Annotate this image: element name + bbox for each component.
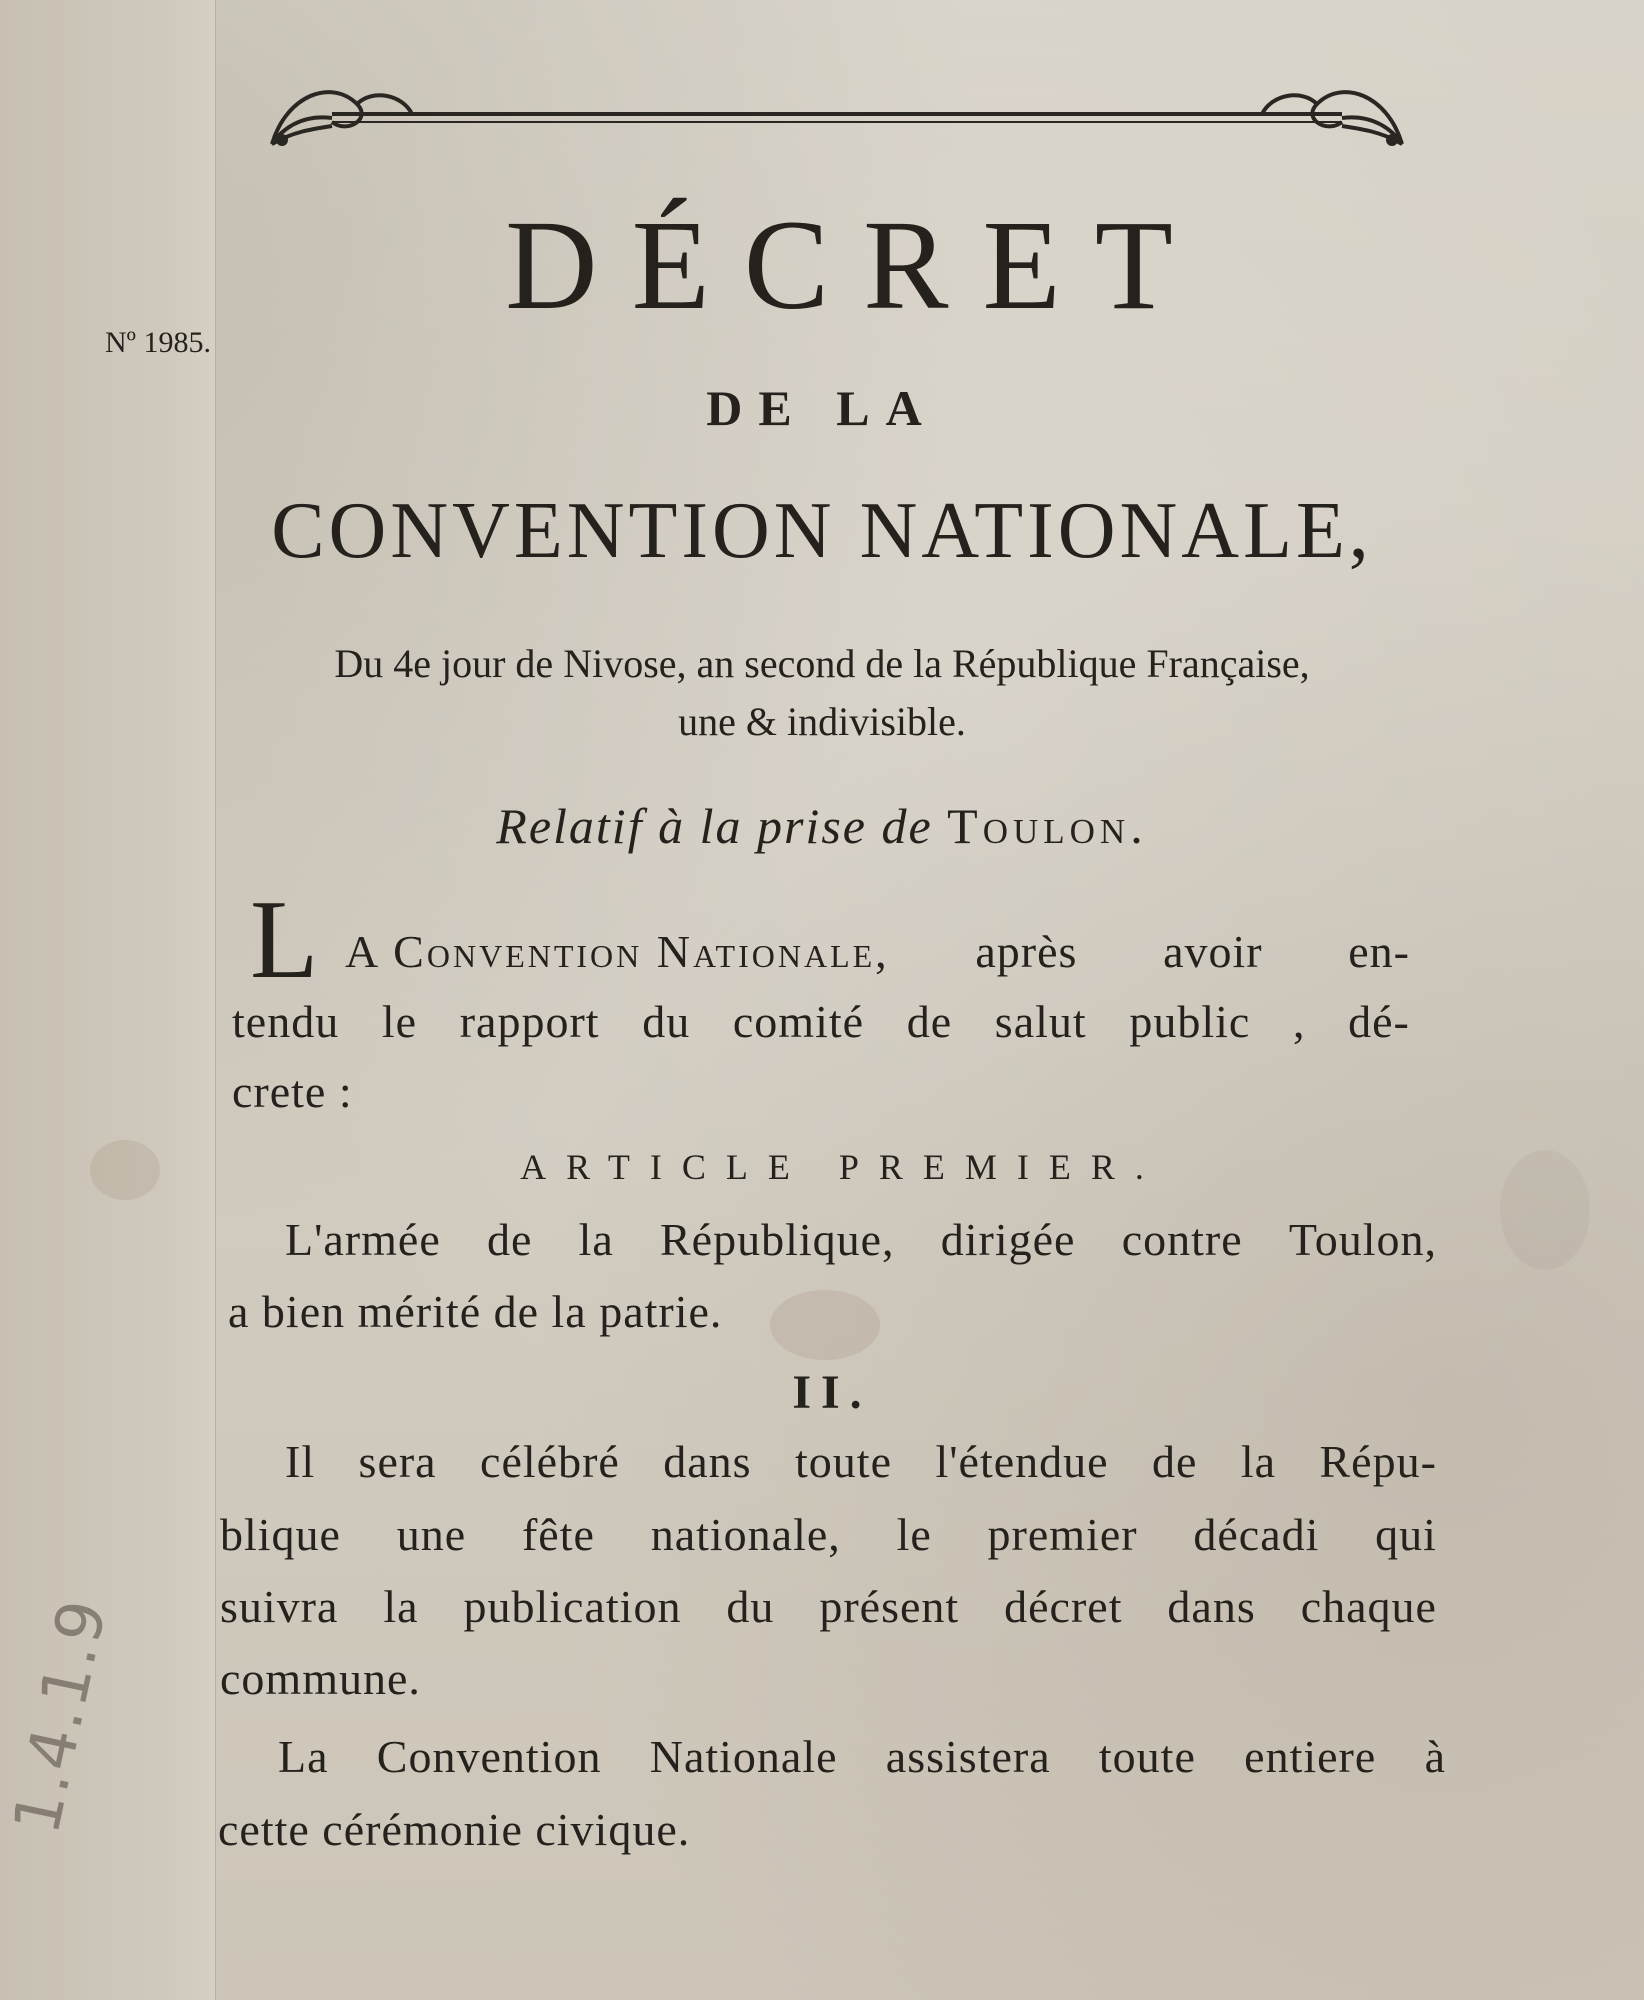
word: L'armée <box>285 1214 441 1265</box>
word: de <box>1152 1436 1198 1487</box>
word: la <box>1240 1436 1277 1487</box>
article-1-line-2: a bien mérité de la patrie. <box>228 1286 723 1337</box>
word: Répu- <box>1319 1436 1437 1487</box>
word: dans <box>663 1436 752 1487</box>
word: de <box>906 996 953 1047</box>
decorative-header-ornament <box>262 74 1412 164</box>
title-connector: DE LA <box>706 380 938 436</box>
word: A Convention Nationale, <box>345 926 890 977</box>
word: contre <box>1121 1214 1243 1265</box>
word: la <box>383 1581 419 1632</box>
drop-cap: L <box>250 878 319 1002</box>
word: Nationale <box>649 1731 838 1782</box>
word: rapport <box>459 996 600 1047</box>
word: dans <box>1167 1581 1256 1632</box>
article-2-heading: II. <box>792 1366 872 1419</box>
word: avoir <box>1163 926 1263 977</box>
word: salut <box>994 996 1087 1047</box>
article-2-line-3 <box>220 1580 1437 1634</box>
word: premier <box>987 1509 1138 1560</box>
preamble-line-2 <box>232 995 1410 1049</box>
date-line-2: une & indivisible. <box>678 699 966 744</box>
word: l'étendue <box>935 1436 1109 1487</box>
word: , <box>1292 996 1306 1047</box>
word: entiere <box>1244 1731 1377 1782</box>
word: dé- <box>1348 996 1410 1047</box>
word: le <box>381 996 418 1047</box>
decree-number: Nº 1985. <box>105 326 211 359</box>
word: toute <box>1098 1731 1196 1782</box>
article-2-line-4: commune. <box>220 1653 421 1704</box>
article-2-line-1 <box>285 1435 1437 1489</box>
word: décadi <box>1193 1509 1320 1560</box>
word: en- <box>1348 926 1410 977</box>
word: tendu <box>232 996 340 1047</box>
preamble-line-1 <box>345 925 1410 979</box>
word: décret <box>1004 1581 1123 1632</box>
word: publication <box>463 1581 682 1632</box>
word: République, <box>659 1214 895 1265</box>
article-1-heading: ARTICLE PREMIER. <box>520 1147 1164 1187</box>
word: public <box>1129 996 1251 1047</box>
closing-line-2: cette cérémonie civique. <box>218 1804 691 1855</box>
pencil-annotation: 1.4.1.9 <box>0 1592 122 1841</box>
word: de <box>486 1214 533 1265</box>
word: Convention <box>376 1731 602 1782</box>
paper-stain <box>770 1290 880 1360</box>
word: présent <box>819 1581 960 1632</box>
issuing-body: CONVENTION NATIONALE, <box>271 487 1373 575</box>
word: Toulon, <box>1288 1214 1437 1265</box>
closing-line-1 <box>278 1730 1446 1784</box>
word: la <box>578 1214 614 1265</box>
subject-text: Relatif à la prise de <box>496 798 933 854</box>
word: qui <box>1375 1509 1437 1560</box>
word: suivra <box>220 1581 339 1632</box>
decree-subject <box>0 796 1644 856</box>
subject-city: Toulon. <box>947 798 1148 854</box>
page-title: DÉCRET <box>505 194 1207 336</box>
article-2-line-2 <box>220 1508 1437 1562</box>
preamble-line-3: crete : <box>232 1066 353 1117</box>
word: du <box>642 996 691 1047</box>
article-1-line-1 <box>285 1213 1437 1267</box>
word: célébré <box>480 1436 620 1487</box>
word: comité <box>732 996 865 1047</box>
word: après <box>975 926 1078 977</box>
word: nationale, <box>650 1509 841 1560</box>
word: du <box>726 1581 775 1632</box>
date-line-1: Du 4e jour de Nivose, an second de la République Française, <box>334 641 1310 686</box>
word: une <box>396 1509 467 1560</box>
word: assistera <box>885 1731 1051 1782</box>
word: toute <box>795 1436 893 1487</box>
word: Il <box>285 1436 316 1487</box>
word: à <box>1424 1731 1446 1782</box>
word: dirigée <box>940 1214 1076 1265</box>
word: fête <box>521 1509 595 1560</box>
word: le <box>896 1509 932 1560</box>
word: chaque <box>1300 1581 1437 1632</box>
word: La <box>278 1731 329 1782</box>
word: blique <box>220 1509 341 1560</box>
word: sera <box>358 1436 437 1487</box>
